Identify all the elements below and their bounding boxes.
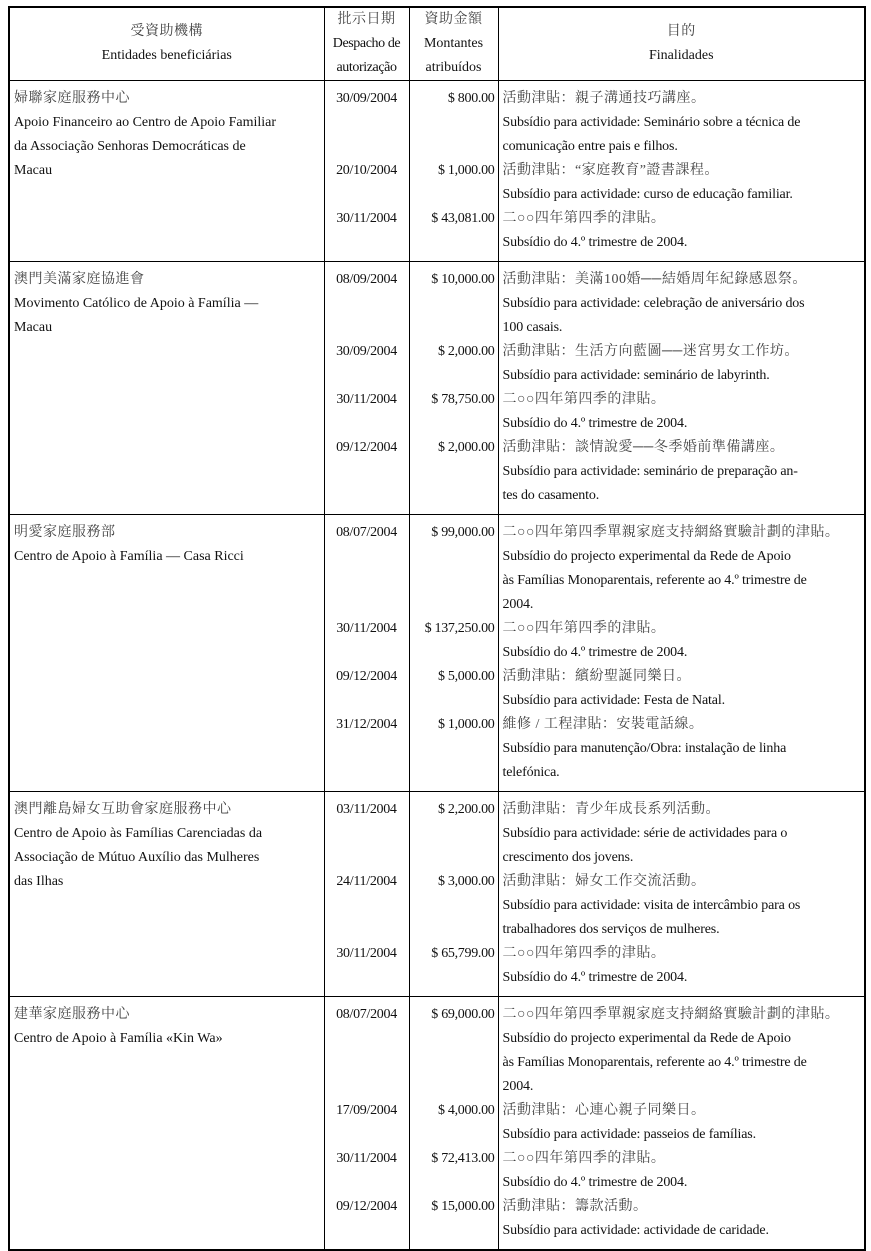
grant-amount: $ 69,000.00 — [409, 997, 498, 1100]
grant-purpose — [498, 159, 865, 207]
grant-purpose — [498, 515, 865, 618]
purpose-pt: crescimento dos jovens. — [502, 850, 634, 865]
header-row — [9, 7, 865, 81]
grant-date: 30/09/2004 — [324, 81, 409, 160]
grant-purpose — [498, 713, 865, 792]
grant-date: 09/12/2004 — [324, 1195, 409, 1250]
grant-amount: $ 3,000.00 — [409, 870, 498, 942]
purpose-pt: Subsídio para actividade: passeios de famílias. — [502, 1127, 756, 1142]
grant-amount: $ 10,000.00 — [409, 262, 498, 341]
purpose-pt: Subsídio para actividade: série de actividades para o — [502, 826, 788, 841]
grant-purpose — [498, 1099, 865, 1147]
purpose-zh: 二○○四年第四季的津貼。 — [502, 946, 666, 961]
grant-amount: $ 2,000.00 — [409, 436, 498, 515]
grant-purpose — [498, 942, 865, 997]
grant-date: 09/12/2004 — [324, 436, 409, 515]
grant-date: 30/09/2004 — [324, 340, 409, 388]
header-purpose-pt: Finalidades — [648, 48, 714, 63]
header-amount-pt1: Montantes — [423, 36, 484, 51]
grant-amount: $ 1,000.00 — [409, 713, 498, 792]
grant-amount: $ 137,250.00 — [409, 617, 498, 665]
grant-purpose — [498, 262, 865, 341]
header-amount-pt2: atribuídos — [425, 60, 482, 75]
purpose-zh: 二○○四年第四季的津貼。 — [502, 211, 666, 226]
org-name-pt: Associação de Mútuo Auxílio das Mulheres — [14, 850, 260, 865]
org-name-zh: 澳門美滿家庭協進會 — [14, 272, 145, 287]
header-date — [324, 7, 409, 81]
grant-date: 30/11/2004 — [324, 388, 409, 436]
org-name-zh: 婦聯家庭服務中心 — [14, 91, 130, 106]
purpose-pt: às Famílias Monoparentais, referente ao 4.º trimestre de — [502, 573, 807, 588]
grant-date: 03/11/2004 — [324, 792, 409, 871]
header-entity-zh: 受資助機構 — [130, 24, 203, 39]
org-name-pt: Centro de Apoio à Família — Casa Ricci — [14, 549, 244, 564]
grant-amount: $ 15,000.00 — [409, 1195, 498, 1250]
purpose-zh: 維修 / 工程津貼：安裝電話線。 — [502, 717, 704, 732]
grant-row — [9, 262, 865, 341]
purpose-zh: 活動津貼：婦女工作交流活動。 — [502, 874, 706, 889]
purpose-zh: 活動津貼：“家庭教育”證書課程。 — [502, 163, 719, 178]
grant-purpose — [498, 870, 865, 942]
grant-purpose — [498, 388, 865, 436]
grant-amount: $ 72,413.00 — [409, 1147, 498, 1195]
purpose-pt: comunicação entre pais e filhos. — [502, 139, 678, 154]
purpose-pt: trabalhadores dos serviços de mulheres. — [502, 922, 720, 937]
header-entity-pt: Entidades beneficiárias — [101, 48, 232, 63]
org-name-pt: da Associação Senhoras Democráticas de — [14, 139, 246, 154]
grant-purpose — [498, 436, 865, 515]
header-purpose-zh: 目的 — [666, 24, 696, 39]
grant-amount: $ 5,000.00 — [409, 665, 498, 713]
org-group — [9, 997, 865, 1251]
org-name-cell — [9, 81, 324, 262]
org-name-zh: 澳門離島婦女互助會家庭服務中心 — [14, 802, 232, 817]
purpose-pt: Subsídio para manutenção/Obra: instalação de linha — [502, 741, 787, 756]
grant-date: 09/12/2004 — [324, 665, 409, 713]
grant-date: 30/11/2004 — [324, 207, 409, 262]
header-entity — [9, 7, 324, 81]
org-name-pt: Macau — [14, 320, 53, 335]
grant-purpose — [498, 997, 865, 1100]
purpose-pt: Subsídio do 4.º trimestre de 2004. — [502, 1175, 688, 1190]
header-amount-zh: 資助金額 — [424, 12, 483, 27]
purpose-zh: 活動津貼：美滿100婚──結婚周年紀錄感恩祭。 — [502, 272, 807, 287]
purpose-pt: Subsídio para actividade: seminário de labyrinth. — [502, 368, 770, 383]
purpose-zh: 活動津貼：繽紛聖誕同樂日。 — [502, 669, 691, 684]
grant-amount: $ 78,750.00 — [409, 388, 498, 436]
grant-date: 30/11/2004 — [324, 942, 409, 997]
grant-date: 17/09/2004 — [324, 1099, 409, 1147]
purpose-pt: 2004. — [502, 597, 534, 612]
purpose-pt: 2004. — [502, 1079, 534, 1094]
purpose-zh: 二○○四年第四季單親家庭支持網絡實驗計劃的津貼。 — [502, 1007, 840, 1022]
grant-date: 08/07/2004 — [324, 515, 409, 618]
grant-row — [9, 997, 865, 1100]
purpose-zh: 活動津貼：心連心親子同樂日。 — [502, 1103, 706, 1118]
purpose-pt: Subsídio para actividade: Festa de Natal. — [502, 693, 725, 708]
purpose-pt: Subsídio do 4.º trimestre de 2004. — [502, 645, 688, 660]
grant-purpose — [498, 665, 865, 713]
grant-amount: $ 65,799.00 — [409, 942, 498, 997]
org-name-cell — [9, 792, 324, 997]
purpose-pt: 100 casais. — [502, 320, 563, 335]
purpose-pt: Subsídio do projecto experimental da Rede de Apoio — [502, 1031, 791, 1046]
purpose-pt: Subsídio para actividade: actividade de caridade. — [502, 1223, 769, 1238]
purpose-zh: 活動津貼：親子溝通技巧講座。 — [502, 91, 706, 106]
grant-date: 20/10/2004 — [324, 159, 409, 207]
org-group — [9, 515, 865, 792]
header-date-zh: 批示日期 — [337, 12, 396, 27]
purpose-pt: Subsídio para actividade: visita de intercâmbio para os — [502, 898, 801, 913]
grant-amount: $ 1,000.00 — [409, 159, 498, 207]
header-date-pt1: Despacho de — [332, 36, 401, 51]
grant-purpose — [498, 1195, 865, 1250]
org-name-cell — [9, 262, 324, 515]
grant-date: 30/11/2004 — [324, 617, 409, 665]
purpose-zh: 活動津貼：籌款活動。 — [502, 1199, 648, 1214]
grant-amount: $ 800.00 — [409, 81, 498, 160]
grant-amount: $ 99,000.00 — [409, 515, 498, 618]
header-date-pt2: autorização — [336, 60, 397, 75]
org-group — [9, 262, 865, 515]
grant-purpose — [498, 207, 865, 262]
purpose-pt: às Famílias Monoparentais, referente ao 4.º trimestre de — [502, 1055, 807, 1070]
grant-purpose — [498, 81, 865, 160]
grant-amount: $ 43,081.00 — [409, 207, 498, 262]
purpose-zh: 活動津貼：生活方向藍圖──迷宮男女工作坊。 — [502, 344, 799, 359]
header-purpose — [498, 7, 865, 81]
grant-date: 08/09/2004 — [324, 262, 409, 341]
purpose-pt: Subsídio do 4.º trimestre de 2004. — [502, 416, 688, 431]
grant-row — [9, 792, 865, 871]
org-name-pt: Apoio Financeiro ao Centro de Apoio Familiar — [14, 115, 277, 130]
purpose-pt: Subsídio para actividade: celebração de aniversário dos — [502, 296, 805, 311]
purpose-zh: 活動津貼：談情說愛──冬季婚前準備講座。 — [502, 440, 785, 455]
org-name-pt: Centro de Apoio às Famílias Carenciadas da — [14, 826, 263, 841]
purpose-pt: Subsídio para actividade: Seminário sobre a técnica de — [502, 115, 801, 130]
grant-date: 08/07/2004 — [324, 997, 409, 1100]
grant-date: 31/12/2004 — [324, 713, 409, 792]
org-name-pt: das Ilhas — [14, 874, 64, 889]
grants-table — [8, 6, 866, 1251]
grant-amount: $ 2,200.00 — [409, 792, 498, 871]
grant-purpose — [498, 617, 865, 665]
org-name-cell — [9, 997, 324, 1251]
purpose-zh: 二○○四年第四季單親家庭支持網絡實驗計劃的津貼。 — [502, 525, 840, 540]
header-amount — [409, 7, 498, 81]
grant-amount: $ 4,000.00 — [409, 1099, 498, 1147]
org-group — [9, 81, 865, 262]
grant-date: 30/11/2004 — [324, 1147, 409, 1195]
purpose-zh: 二○○四年第四季的津貼。 — [502, 621, 666, 636]
grant-amount: $ 2,000.00 — [409, 340, 498, 388]
purpose-pt: Subsídio do 4.º trimestre de 2004. — [502, 235, 688, 250]
purpose-zh: 活動津貼：青少年成長系列活動。 — [502, 802, 720, 817]
purpose-pt: telefónica. — [502, 765, 560, 780]
grant-purpose — [498, 792, 865, 871]
grant-purpose — [498, 340, 865, 388]
purpose-pt: tes do casamento. — [502, 488, 600, 503]
org-name-zh: 明愛家庭服務部 — [14, 525, 116, 540]
org-name-zh: 建華家庭服務中心 — [14, 1007, 130, 1022]
purpose-pt: Subsídio do projecto experimental da Rede de Apoio — [502, 549, 791, 564]
purpose-pt: Subsídio para actividade: curso de educação familiar. — [502, 187, 793, 202]
grant-date: 24/11/2004 — [324, 870, 409, 942]
grant-purpose — [498, 1147, 865, 1195]
org-name-cell — [9, 515, 324, 792]
grant-row — [9, 81, 865, 160]
purpose-pt: Subsídio do 4.º trimestre de 2004. — [502, 970, 688, 985]
org-name-pt: Centro de Apoio à Família «Kin Wa» — [14, 1031, 223, 1046]
org-group — [9, 792, 865, 997]
purpose-pt: Subsídio para actividade: seminário de preparação an- — [502, 464, 798, 479]
grant-row — [9, 515, 865, 618]
purpose-zh: 二○○四年第四季的津貼。 — [502, 1151, 666, 1166]
org-name-pt: Macau — [14, 163, 53, 178]
org-name-pt: Movimento Católico de Apoio à Família — — [14, 296, 259, 311]
purpose-zh: 二○○四年第四季的津貼。 — [502, 392, 666, 407]
